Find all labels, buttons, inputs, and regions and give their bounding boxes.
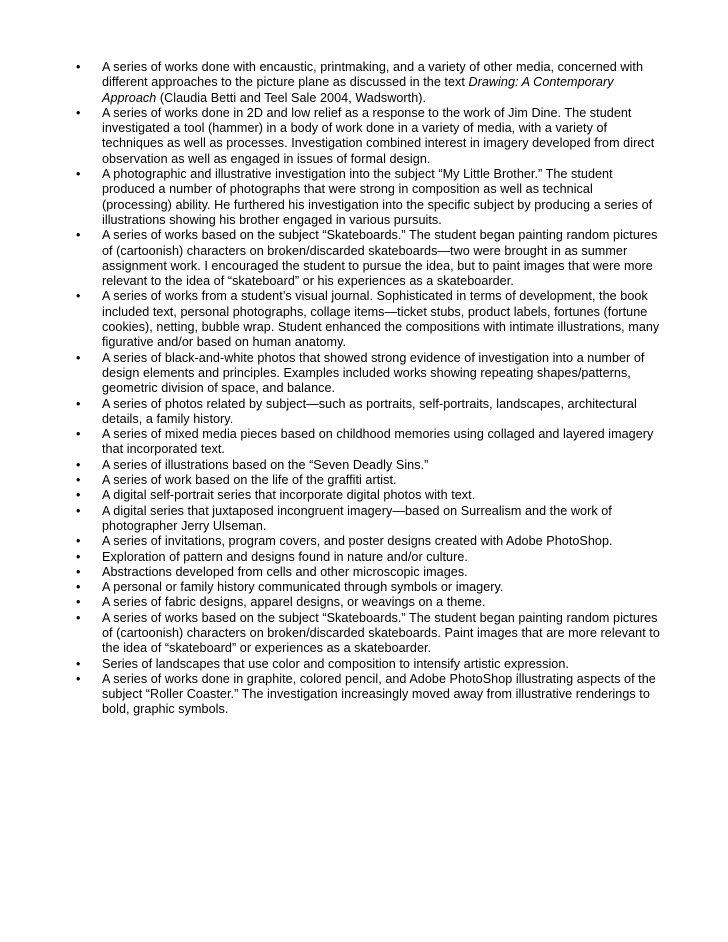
text-segment: A series of photos related by subject—such as portraits, self-portraits, landscapes, architectural details, a family history. bbox=[102, 396, 637, 426]
list-item bbox=[76, 427, 664, 458]
bullet-icon: • bbox=[76, 228, 81, 243]
bullet-icon: • bbox=[76, 350, 81, 365]
bullet-icon: • bbox=[76, 473, 81, 488]
list-item-text bbox=[102, 580, 503, 594]
list-item-text bbox=[102, 289, 659, 349]
list-item-text bbox=[102, 458, 428, 472]
list-item bbox=[76, 351, 664, 397]
text-segment: A series of works based on the subject “Skateboards.” The student began painting random pictures of (cartoonish) characters on broken/discarded skateboards. Paint images that are more relevant to the idea of “skateboard” or experiences as a skateboarder. bbox=[102, 610, 660, 656]
text-segment: A series of works done with encaustic, printmaking, and a variety of other media, concerned with different approaches to the picture plane as discussed in the text bbox=[102, 60, 644, 90]
list-item bbox=[76, 106, 664, 167]
bullet-list bbox=[76, 60, 664, 718]
list-item bbox=[76, 397, 664, 428]
bullet-icon: • bbox=[76, 671, 81, 686]
bullet-icon: • bbox=[76, 105, 81, 120]
list-item bbox=[76, 595, 664, 610]
list-item-text bbox=[102, 611, 660, 656]
list-item bbox=[76, 611, 664, 657]
bullet-icon: • bbox=[76, 503, 81, 518]
bullet-icon: • bbox=[76, 396, 81, 411]
bullet-icon: • bbox=[76, 457, 81, 472]
bullet-icon: • bbox=[76, 580, 81, 595]
list-item-text bbox=[102, 488, 475, 502]
text-segment: Exploration of pattern and designs found in nature and/or culture. bbox=[102, 549, 468, 564]
text-segment: A series of works from a student’s visual journal. Sophisticated in terms of development, the book included text, personal photographs, collage items—ticket stubs, product labels, fortunes (fortune cookies), netting, bubble wrap. Student enhanced the compositions with intimate illustrations, many figurative and/or based on human anatomy. bbox=[102, 289, 660, 350]
text-segment: A series of works based on the subject “Skateboards.” The student began painting random pictures of (cartoonish) characters on broken/discarded skateboards—two were brought in as summer assignment work. I encouraged the student to pursue the idea, but to paint images that were more relevant to the idea of “skateboard” or his experiences as a skateboarder. bbox=[102, 228, 658, 289]
bullet-icon: • bbox=[76, 564, 81, 579]
text-segment: A digital series that juxtaposed incongruent imagery—based on Surrealism and the work of photographer Jerry Ulseman. bbox=[102, 503, 612, 533]
text-segment: Abstractions developed from cells and other microscopic images. bbox=[102, 564, 468, 579]
list-item bbox=[76, 289, 664, 350]
list-item bbox=[76, 60, 664, 106]
text-segment: A series of works done in 2D and low relief as a response to the work of Jim Dine. The student investigated a tool (hammer) in a body of work done in a variety of media, with a variety of techniques as well as processes. Investigation combined interest in imagery developed from direct observation as well as engaged in issues of formal design. bbox=[102, 105, 655, 166]
bullet-icon: • bbox=[76, 289, 81, 304]
text-segment: A series of invitations, program covers, and poster designs created with Adobe PhotoShop. bbox=[102, 534, 613, 549]
list-item bbox=[76, 228, 664, 289]
bullet-icon: • bbox=[76, 656, 81, 671]
text-segment: (Claudia Betti and Teel Sale 2004, Wadsworth). bbox=[156, 90, 427, 105]
list-item-text bbox=[102, 657, 569, 671]
bullet-icon: • bbox=[76, 60, 81, 74]
text-segment: A series of black-and-white photos that showed strong evidence of investigation into a number of design elements and principles. Examples included works showing repeating shapes/patterns, geometric division of space, and balance. bbox=[102, 350, 645, 396]
bullet-icon: • bbox=[76, 488, 81, 503]
list-item bbox=[76, 580, 664, 595]
text-segment: Series of landscapes that use color and composition to intensify artistic expression. bbox=[102, 656, 569, 671]
text-segment: A series of fabric designs, apparel designs, or weavings on a theme. bbox=[102, 595, 486, 610]
bullet-icon: • bbox=[76, 167, 81, 182]
text-segment: A photographic and illustrative investigation into the subject “My Little Brother.” The student produced a number of photographs that were strong in composition as well as technical (processing) ability. He furthered his investigation into the specific subject by producing a series of illustrations showing his brother engaged in various pursuits. bbox=[102, 167, 653, 227]
list-item-text bbox=[102, 672, 656, 717]
bullet-icon: • bbox=[76, 595, 81, 610]
list-item bbox=[76, 565, 664, 580]
bullet-icon: • bbox=[76, 427, 81, 442]
list-item-text bbox=[102, 473, 397, 487]
list-item bbox=[76, 504, 664, 535]
list-item-text bbox=[102, 427, 653, 456]
text-segment: A series of illustrations based on the “Seven Deadly Sins.” bbox=[102, 457, 429, 472]
list-item-text bbox=[102, 228, 658, 288]
text-segment: A digital self-portrait series that incorporate digital photos with text. bbox=[102, 488, 476, 503]
list-item-text bbox=[102, 534, 613, 548]
text-segment: A series of mixed media pieces based on childhood memories using collaged and layered imagery that incorporated text. bbox=[102, 427, 654, 457]
list-item bbox=[76, 488, 664, 503]
list-item-text bbox=[102, 595, 486, 609]
text-segment: A series of work based on the life of the graffiti artist. bbox=[102, 473, 397, 488]
bullet-icon: • bbox=[76, 610, 81, 625]
list-item-text bbox=[102, 565, 468, 579]
list-item bbox=[76, 167, 664, 228]
text-segment: A series of works done in graphite, colored pencil, and Adobe PhotoShop illustrating aspects of the subject “Roller Coaster.” The investigation increasingly moved away from illustrative renderings to bold, graphic symbols. bbox=[102, 671, 656, 717]
list-item bbox=[76, 657, 664, 672]
list-item-text bbox=[102, 351, 644, 396]
bullet-icon: • bbox=[76, 534, 81, 549]
bullet-icon: • bbox=[76, 549, 81, 564]
book-title: Drawing: A Contemporary Approach bbox=[102, 75, 614, 105]
list-item-text bbox=[102, 397, 637, 426]
list-item-text bbox=[102, 60, 643, 105]
list-item bbox=[76, 550, 664, 565]
list-item-text bbox=[102, 167, 652, 227]
list-item-text bbox=[102, 550, 468, 564]
list-item-text bbox=[102, 504, 612, 533]
list-item bbox=[76, 672, 664, 718]
text-segment: A personal or family history communicated through symbols or imagery. bbox=[102, 580, 504, 595]
list-item-text bbox=[102, 106, 654, 166]
list-item bbox=[76, 473, 664, 488]
list-item bbox=[76, 458, 664, 473]
list-item bbox=[76, 534, 664, 549]
